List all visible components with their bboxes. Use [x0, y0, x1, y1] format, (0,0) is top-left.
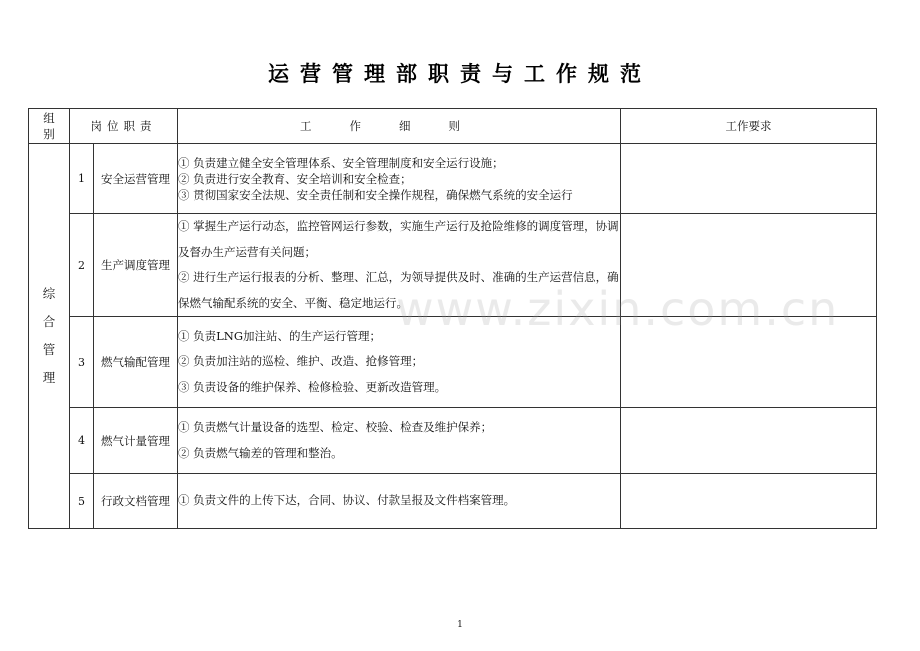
table-row	[29, 317, 877, 408]
table-row	[29, 474, 877, 529]
detail-line: ③ 贯彻国家安全法规、安全责任制和安全操作规程，确保燃气系统的安全运行	[178, 187, 573, 202]
requirement-cell	[621, 144, 877, 214]
row-number: 3	[70, 317, 94, 408]
header-requirements: 工作要求	[621, 109, 877, 144]
detail-line: ② 进行生产运行报表的分析、整理、汇总，为领导提供及时、准确的生产运营信息，确保燃气输配系统的安全、平衡、稳定地运行。	[178, 270, 619, 310]
table-row	[29, 408, 877, 474]
post-name: 生产调度管理	[94, 214, 178, 317]
duties-table	[28, 108, 877, 529]
detail-line: ③ 负责设备的维护保养、检修检验、更新改造管理。	[178, 379, 447, 394]
header-detail: 工作细则	[178, 109, 621, 144]
post-name: 燃气输配管理	[94, 317, 178, 408]
requirement-cell	[621, 214, 877, 317]
row-number: 5	[70, 474, 94, 529]
detail-line: ① 负责文件的上传下达，合同、协议、付款呈报及文件档案管理。	[178, 493, 516, 508]
header-row	[29, 109, 877, 144]
group-char: 综	[42, 286, 56, 301]
detail-line: ① 负责LNG加注站、的生产运行管理；	[178, 328, 382, 343]
group-char: 管	[42, 342, 56, 357]
group-cell	[29, 144, 70, 529]
group-char: 理	[42, 370, 56, 385]
requirement-cell	[621, 317, 877, 408]
detail-line: ① 负责燃气计量设备的选型、检定、校验、检查及维护保养；	[178, 420, 493, 434]
page-number: 1	[457, 620, 463, 630]
detail-cell	[178, 144, 621, 214]
detail-line: ① 负责建立健全安全管理体系、安全管理制度和安全运行设施；	[178, 155, 504, 170]
header-group: 组别	[29, 109, 70, 144]
detail-line: ② 负责加注站的巡检、维护、改造、抢修管理；	[178, 354, 424, 369]
detail-cell	[178, 408, 621, 474]
detail-cell	[178, 317, 621, 408]
detail-cell	[178, 214, 621, 317]
requirement-cell	[621, 474, 877, 529]
row-number: 2	[70, 214, 94, 317]
post-name: 燃气计量管理	[94, 408, 178, 474]
detail-line: ② 负责燃气输差的管理和整治。	[178, 445, 343, 460]
watermark: www.zixin.com.cn	[396, 282, 840, 336]
group-char: 合	[42, 314, 56, 329]
requirement-cell	[621, 408, 877, 474]
row-number: 4	[70, 408, 94, 474]
detail-cell	[178, 474, 621, 529]
document-title: 运营管理部职责与工作规范	[268, 62, 652, 86]
header-post: 岗位职责	[70, 109, 178, 144]
detail-line: ② 负责进行安全教育、安全培训和安全检查；	[178, 171, 412, 186]
table-row	[29, 214, 877, 317]
row-number: 1	[70, 144, 94, 214]
detail-line: ① 掌握生产运行动态，监控管网运行参数，实施生产运行及抢险维修的调度管理，协调及督办生产运营有关问题；	[178, 219, 619, 259]
post-name: 安全运营管理	[94, 144, 178, 214]
post-name: 行政文档管理	[94, 474, 178, 529]
table-row	[29, 144, 877, 214]
